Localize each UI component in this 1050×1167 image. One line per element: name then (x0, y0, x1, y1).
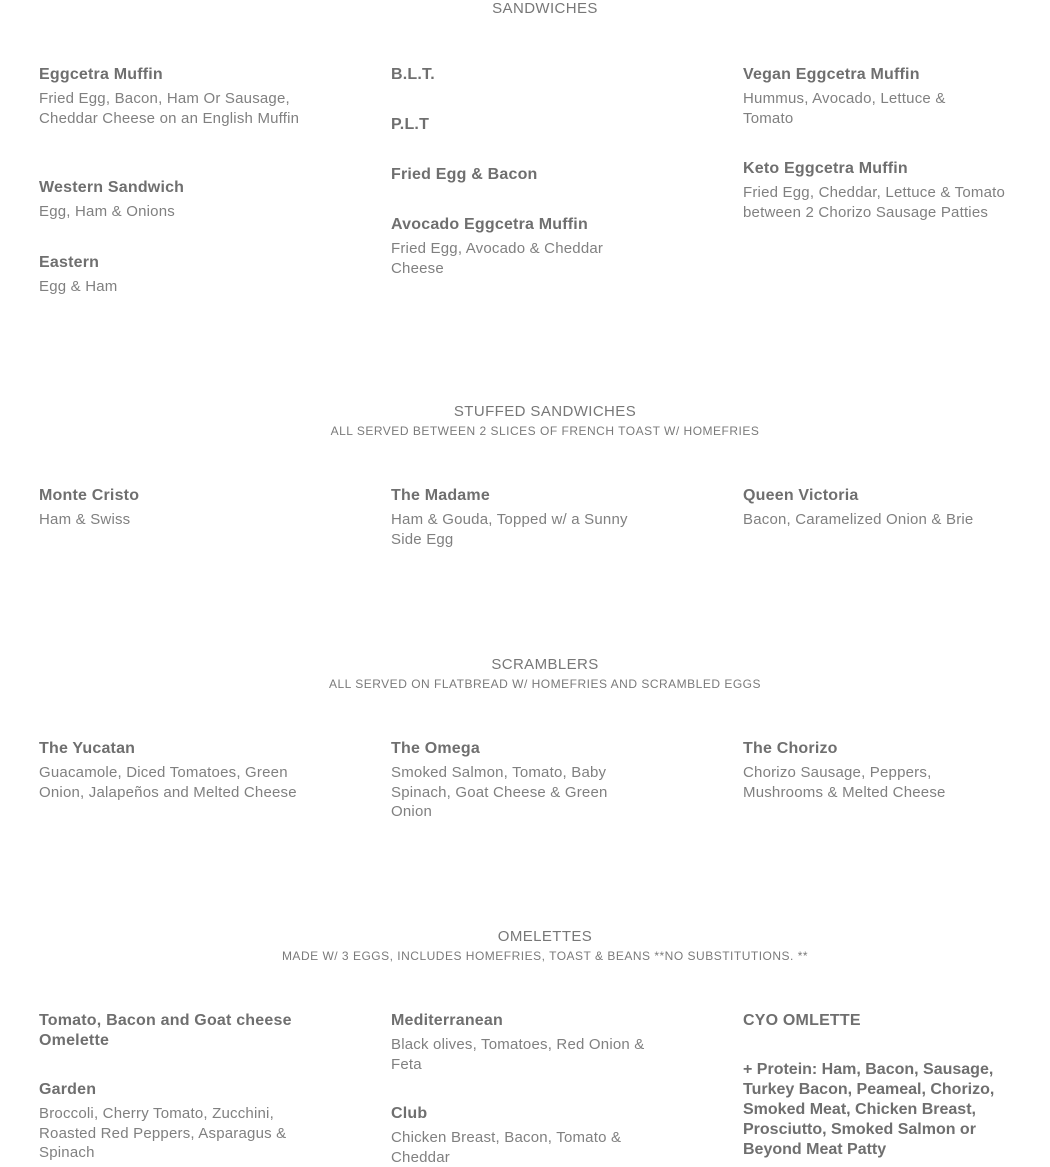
menu-item (39, 739, 307, 802)
item-description: Chicken Breast, Bacon, Tomato & Cheddar (391, 1129, 622, 1166)
menu-item (39, 1011, 307, 1051)
item-description: Bacon, Caramelized Onion & Brie (743, 511, 974, 528)
item-name: Vegan Eggcetra Muffin (743, 66, 920, 83)
item-name: The Omega (391, 740, 480, 757)
item-name: The Chorizo (743, 740, 838, 757)
protein-options-text: + Protein: Ham, Bacon, Sausage, Turkey Bacon, Peameal, Chorizo, Smoked Meat, Chicken Breast, Prosciutto, Smoked Salmon or Beyond Meat Patty (743, 1061, 995, 1158)
item-name: Monte Cristo (39, 487, 140, 504)
item-name: Tomato, Bacon and Goat cheese Omelette (39, 1012, 292, 1049)
item-description: Smoked Salmon, Tomato, Baby Spinach, Goat Cheese & Green Onion (391, 764, 608, 821)
menu-item (391, 1011, 646, 1074)
item-name: The Madame (391, 487, 490, 504)
item-description: Chorizo Sausage, Peppers, Mushrooms & Melted Cheese (743, 764, 946, 801)
item-name: Garden (39, 1081, 97, 1098)
menu-item (743, 1011, 1023, 1031)
section-subtitle-scramblers: ALL SERVED ON FLATBREAD W/ HOMEFRIES AND SCRAMBLED EGGS (328, 677, 762, 691)
menu-item (39, 65, 307, 128)
menu-item (391, 486, 653, 549)
menu-item (743, 486, 1033, 530)
item-description: Egg, Ham & Onions (39, 203, 175, 220)
item-description: Broccoli, Cherry Tomato, Zucchini, Roasted Red Peppers, Asparagus & Spinach (39, 1105, 287, 1162)
item-name: CYO OMLETTE (743, 1012, 861, 1029)
item-name: Club (391, 1105, 428, 1122)
item-description: Egg & Ham (39, 278, 118, 295)
item-description: Fried Egg, Cheddar, Lettuce & Tomato between 2 Chorizo Sausage Patties (743, 184, 1006, 221)
item-description: Fried Egg, Avocado & Cheddar Cheese (391, 240, 604, 277)
item-name: Fried Egg & Bacon (391, 166, 538, 183)
item-name: B.L.T. (391, 66, 435, 83)
menu-item (743, 739, 973, 802)
item-description: Fried Egg, Bacon, Ham Or Sausage, Cheddar Cheese on an English Muffin (39, 90, 300, 127)
item-name: Eggcetra Muffin (39, 66, 163, 83)
item-name: Mediterranean (391, 1012, 503, 1029)
item-name: Eastern (39, 254, 100, 271)
menu-item (391, 739, 631, 822)
item-description: Hummus, Avocado, Lettuce & Tomato (743, 90, 946, 127)
menu-item (39, 486, 307, 530)
section-title-omelettes: OMELETTES (497, 928, 593, 945)
item-description: Ham & Gouda, Topped w/ a Sunny Side Egg (391, 511, 628, 548)
menu-item (39, 178, 307, 222)
menu-item (391, 215, 646, 278)
item-description: Guacamole, Diced Tomatoes, Green Onion, Jalapeños and Melted Cheese (39, 764, 297, 801)
item-name: Western Sandwich (39, 179, 185, 196)
menu-item (391, 1104, 646, 1167)
menu-item (391, 65, 659, 85)
item-name: Keto Eggcetra Muffin (743, 160, 908, 177)
item-description: Ham & Swiss (39, 511, 131, 528)
menu-item (743, 159, 1011, 222)
section-title-sandwiches: SANDWICHES (492, 0, 598, 17)
item-name: Avocado Eggcetra Muffin (391, 216, 588, 233)
item-name: Queen Victoria (743, 487, 859, 504)
protein-options (743, 1060, 1023, 1160)
section-subtitle-omelettes: MADE W/ 3 EGGS, INCLUDES HOMEFRIES, TOAST & BEANS **NO SUBSTITUTIONS. ** (281, 949, 809, 963)
section-title-scramblers: SCRAMBLERS (491, 656, 599, 673)
item-name: P.L.T (391, 116, 430, 133)
menu-item (39, 253, 307, 297)
item-description: Black olives, Tomatoes, Red Onion & Feta (391, 1036, 645, 1073)
menu-item (39, 1080, 307, 1163)
item-name: The Yucatan (39, 740, 136, 757)
menu-item (391, 115, 659, 135)
menu-item (743, 65, 973, 128)
menu-item (391, 165, 659, 185)
section-subtitle-stuffed-sandwiches: ALL SERVED BETWEEN 2 SLICES OF FRENCH TOAST W/ HOMEFRIES (330, 424, 760, 438)
section-title-stuffed-sandwiches: STUFFED SANDWICHES (453, 403, 637, 420)
